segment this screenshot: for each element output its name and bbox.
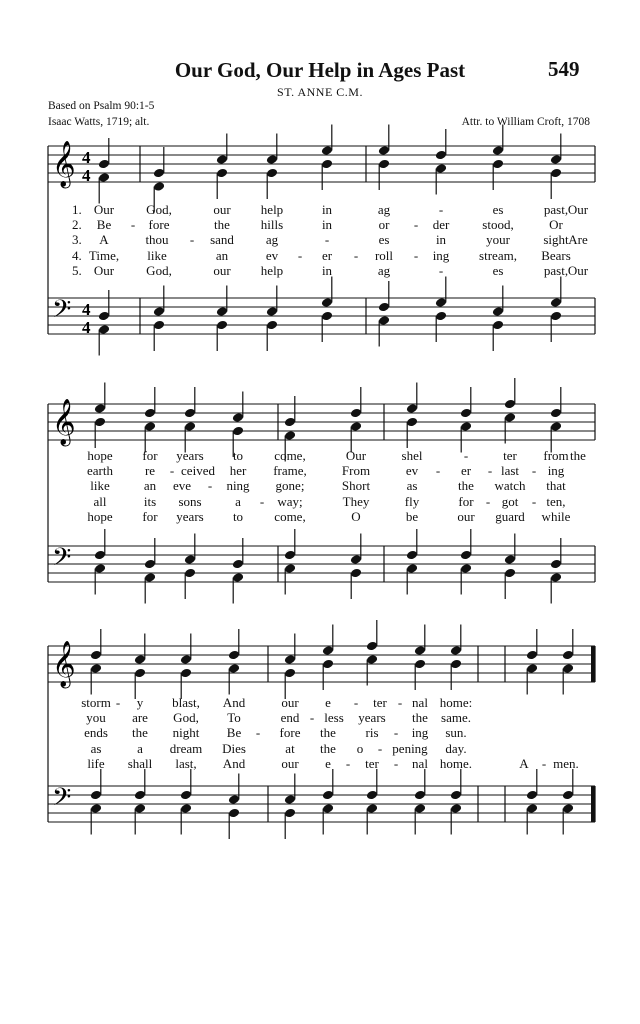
bass-clef: 𝄢 bbox=[52, 783, 72, 818]
lyric-syllable: Our bbox=[567, 262, 589, 278]
lyric-syllable: ends bbox=[84, 725, 108, 741]
lyric-syllable: years bbox=[176, 448, 204, 463]
lyric-syllable: all bbox=[93, 493, 107, 509]
lyric-syllable: at bbox=[285, 740, 295, 756]
lyric-syllable: for bbox=[142, 508, 158, 524]
lyric-syllable: er bbox=[321, 247, 333, 263]
lyric-syllable: - bbox=[393, 725, 399, 741]
final-bar bbox=[591, 646, 595, 682]
lyric-syllable: er bbox=[460, 463, 472, 479]
lyric-syllable: got bbox=[501, 493, 519, 509]
lyric-syllable: the bbox=[320, 740, 336, 756]
lyric-syllable: Are bbox=[568, 232, 588, 248]
lyric-syllable: ag bbox=[377, 262, 391, 278]
lyric-syllable: ev bbox=[265, 247, 279, 263]
lyric-syllable: fly bbox=[404, 493, 420, 509]
lyric-syllable: - bbox=[377, 740, 383, 756]
lyric-syllable: in bbox=[321, 202, 333, 217]
lyric-syllable: a bbox=[235, 493, 241, 509]
lyric-syllable: past, bbox=[543, 262, 569, 278]
lyric-syllable: - bbox=[393, 755, 399, 771]
lyric-syllable: - bbox=[485, 493, 491, 509]
lyric-syllable: - bbox=[397, 695, 403, 710]
lyric-syllable: A bbox=[519, 755, 529, 771]
lyric-syllable: fore bbox=[279, 725, 301, 741]
text-author: Isaac Watts, 1719; alt. bbox=[48, 116, 150, 128]
verse-number: 3. bbox=[72, 232, 82, 248]
lyric-syllable: hope bbox=[87, 448, 113, 463]
lyric-syllable: stream, bbox=[479, 247, 517, 263]
lyric-syllable: an bbox=[215, 247, 229, 263]
lyric-syllable: nal bbox=[412, 695, 428, 710]
verse-number: 1. bbox=[72, 202, 82, 217]
lyric-syllable: A bbox=[99, 232, 109, 248]
lyric-syllable: home. bbox=[439, 755, 473, 771]
lyric-syllable: fore bbox=[148, 217, 170, 233]
lyric-syllable: its bbox=[143, 493, 157, 509]
lyric-syllable: blast, bbox=[172, 695, 200, 710]
lyric-syllable: shel bbox=[401, 448, 423, 463]
lyric-syllable: God, bbox=[173, 710, 199, 726]
lyric-syllable: - bbox=[324, 232, 330, 248]
lyric-syllable: ceived bbox=[181, 463, 215, 479]
lyric-syllable: - bbox=[130, 217, 136, 233]
lyric-syllable: sand bbox=[210, 232, 234, 248]
bass-clef: 𝄢 bbox=[52, 295, 72, 330]
lyric-syllable: the bbox=[458, 478, 474, 494]
lyric-syllable: last bbox=[500, 463, 520, 479]
lyric-syllable: Our bbox=[93, 262, 115, 278]
lyric-syllable: the bbox=[214, 217, 230, 233]
lyric-syllable: Our bbox=[93, 202, 115, 217]
lyric-syllable: way; bbox=[277, 493, 303, 509]
lyric-syllable: o bbox=[356, 740, 364, 756]
lyric-syllable: sight bbox=[543, 232, 569, 248]
lyric-syllable: as bbox=[406, 478, 418, 494]
lyric-syllable: - bbox=[115, 695, 121, 710]
lyric-syllable: Bears bbox=[541, 247, 571, 263]
lyric-syllable: help bbox=[260, 262, 284, 278]
music-attribution: Attr. to William Croft, 1708 bbox=[461, 116, 590, 128]
lyric-syllable: to bbox=[232, 508, 244, 524]
lyric-syllable: sons bbox=[178, 493, 202, 509]
lyric-syllable: - bbox=[345, 755, 351, 771]
hymn-number: 549 bbox=[548, 57, 580, 81]
time-signature-bottom: 4 bbox=[82, 318, 91, 337]
lyric-syllable: same. bbox=[441, 710, 471, 726]
lyric-syllable: a bbox=[137, 740, 143, 756]
lyric-syllable: - bbox=[255, 725, 261, 741]
lyric-syllable: past, bbox=[543, 202, 569, 217]
lyric-syllable: nal bbox=[412, 755, 428, 771]
lyric-syllable: ter bbox=[503, 448, 517, 463]
lyric-syllable: help bbox=[260, 202, 284, 217]
lyric-syllable: - bbox=[438, 262, 444, 278]
lyric-syllable: - bbox=[207, 478, 213, 494]
lyric-syllable: es bbox=[492, 262, 504, 278]
lyric-syllable: are bbox=[132, 710, 148, 726]
treble-clef: 𝄞 bbox=[52, 141, 76, 187]
lyric-syllable: ten, bbox=[546, 493, 566, 509]
lyric-syllable: like bbox=[90, 478, 110, 494]
lyric-syllable: And bbox=[222, 695, 246, 710]
lyric-syllable: your bbox=[486, 232, 510, 248]
lyric-syllable: - bbox=[531, 493, 537, 509]
lyric-syllable: - bbox=[413, 247, 419, 263]
lyric-syllable: years bbox=[176, 508, 204, 524]
lyric-syllable: roll bbox=[374, 247, 394, 263]
lyric-syllable: that bbox=[546, 478, 566, 494]
lyric-syllable: - bbox=[353, 695, 359, 710]
lyric-syllable: To bbox=[227, 710, 241, 726]
lyric-syllable: frame, bbox=[273, 463, 307, 479]
time-signature-bottom: 4 bbox=[82, 166, 91, 185]
lyric-syllable: in bbox=[435, 232, 447, 248]
lyric-syllable: ev bbox=[405, 463, 419, 479]
lyric-syllable: home: bbox=[439, 695, 473, 710]
lyric-syllable: - bbox=[487, 463, 493, 479]
lyric-syllable: ter bbox=[373, 695, 387, 710]
lyric-syllable: her bbox=[229, 463, 247, 479]
lyric-syllable: Short bbox=[341, 478, 371, 494]
lyric-syllable: - bbox=[438, 202, 444, 217]
verse-number: 4. bbox=[72, 247, 82, 263]
bass-clef: 𝄢 bbox=[52, 543, 72, 578]
lyric-syllable: stood, bbox=[482, 217, 514, 233]
lyric-syllable: eve bbox=[172, 478, 192, 494]
lyric-syllable: or bbox=[378, 217, 390, 233]
lyric-syllable: From bbox=[341, 463, 371, 479]
lyric-syllable: - bbox=[353, 247, 359, 263]
lyric-syllable: from bbox=[543, 448, 569, 463]
lyric-syllable: as bbox=[90, 740, 102, 756]
lyric-syllable: the bbox=[412, 710, 428, 726]
lyric-syllable: the bbox=[132, 725, 148, 741]
hymn-title: Our God, Our Help in Ages Past bbox=[174, 58, 466, 82]
lyric-syllable: come, bbox=[274, 448, 306, 463]
lyric-syllable: O bbox=[351, 508, 361, 524]
lyric-syllable: years bbox=[358, 710, 386, 726]
text-source: Based on Psalm 90:1-5 bbox=[48, 100, 155, 112]
time-signature-top: 4 bbox=[82, 300, 91, 319]
lyric-syllable: our bbox=[213, 262, 231, 278]
lyric-syllable: Our bbox=[345, 448, 367, 463]
lyric-syllable: y bbox=[136, 695, 144, 710]
lyric-syllable: thou bbox=[145, 232, 169, 248]
lyric-syllable: ris bbox=[365, 725, 379, 741]
lyric-syllable: hope bbox=[87, 508, 113, 524]
lyric-syllable: our bbox=[457, 508, 475, 524]
lyric-syllable: night bbox=[172, 725, 200, 741]
lyric-syllable: ag bbox=[377, 202, 391, 217]
lyric-syllable: - bbox=[169, 463, 175, 479]
lyric-syllable: Or bbox=[549, 217, 563, 233]
lyric-syllable: - bbox=[435, 463, 441, 479]
lyric-syllable: our bbox=[281, 695, 299, 710]
treble-clef: 𝄞 bbox=[52, 641, 76, 687]
lyric-syllable: ag bbox=[265, 232, 279, 248]
lyric-syllable: pening bbox=[392, 740, 428, 756]
lyric-syllable: - bbox=[297, 247, 303, 263]
lyric-syllable: And bbox=[222, 755, 246, 771]
treble-clef: 𝄞 bbox=[52, 399, 76, 445]
lyric-syllable: They bbox=[342, 493, 370, 509]
lyric-syllable: guard bbox=[495, 508, 525, 524]
lyric-syllable: be bbox=[405, 508, 419, 524]
lyric-syllable: life bbox=[87, 755, 105, 771]
lyric-syllable: - bbox=[541, 755, 547, 771]
lyric-syllable: the bbox=[320, 725, 336, 741]
lyric-syllable: der bbox=[432, 217, 450, 233]
lyric-syllable: ning bbox=[226, 478, 250, 494]
lyric-syllable: Our bbox=[567, 202, 589, 217]
lyric-syllable: earth bbox=[87, 463, 113, 479]
lyric-syllable: - bbox=[189, 232, 195, 248]
lyric-syllable: re bbox=[144, 463, 156, 479]
lyric-syllable: in bbox=[321, 262, 333, 278]
lyric-syllable: last, bbox=[175, 755, 197, 771]
lyric-syllable: - bbox=[259, 493, 265, 509]
verse-number: 2. bbox=[72, 217, 82, 233]
lyric-syllable: an bbox=[143, 478, 157, 494]
lyric-syllable: watch bbox=[494, 478, 526, 494]
lyric-syllable: dream bbox=[169, 740, 203, 756]
lyric-syllable: end bbox=[280, 710, 300, 726]
lyric-syllable: - bbox=[531, 463, 537, 479]
lyric-syllable: our bbox=[281, 755, 299, 771]
lyric-syllable: you bbox=[86, 710, 106, 726]
lyric-syllable: ing bbox=[547, 463, 565, 479]
lyric-syllable: es bbox=[492, 202, 504, 217]
time-signature-top: 4 bbox=[82, 148, 91, 167]
lyric-syllable: - bbox=[463, 448, 469, 463]
lyric-syllable: ing bbox=[411, 725, 429, 741]
verse-number: 5. bbox=[72, 262, 82, 278]
lyric-syllable: - bbox=[309, 710, 315, 726]
lyric-syllable: men. bbox=[553, 755, 579, 771]
lyric-syllable: while bbox=[541, 508, 571, 524]
lyric-syllable: hills bbox=[260, 217, 284, 233]
lyric-syllable: for bbox=[458, 493, 474, 509]
lyric-syllable: for bbox=[142, 448, 158, 463]
lyric-syllable: Dies bbox=[222, 740, 246, 756]
tune-name: ST. ANNE C.M. bbox=[277, 85, 363, 99]
lyric-syllable: e bbox=[325, 695, 331, 710]
lyric-syllable: less bbox=[324, 710, 344, 726]
lyric-syllable: sun. bbox=[445, 725, 467, 741]
lyric-syllable: Time, bbox=[88, 247, 120, 263]
final-bar bbox=[591, 786, 595, 822]
lyric-syllable: to bbox=[232, 448, 244, 463]
lyric-syllable: - bbox=[413, 217, 419, 233]
lyric-syllable: ing bbox=[432, 247, 450, 263]
lyric-syllable: like bbox=[147, 247, 167, 263]
lyric-syllable: ter bbox=[365, 755, 379, 771]
lyric-syllable: e bbox=[325, 755, 331, 771]
lyric-syllable: es bbox=[378, 232, 390, 248]
lyric-syllable: the bbox=[570, 448, 586, 463]
lyric-syllable: shall bbox=[127, 755, 153, 771]
lyric-syllable: come, bbox=[274, 508, 306, 524]
lyric-syllable: day. bbox=[445, 740, 467, 756]
lyric-syllable: our bbox=[213, 202, 231, 217]
lyric-syllable: gone; bbox=[275, 478, 305, 494]
lyric-syllable: Be bbox=[96, 217, 112, 233]
lyric-syllable: God, bbox=[146, 262, 172, 278]
lyric-syllable: God, bbox=[146, 202, 172, 217]
lyric-syllable: in bbox=[321, 217, 333, 233]
lyric-syllable: storm bbox=[81, 695, 111, 710]
lyric-syllable: Be bbox=[226, 725, 242, 741]
